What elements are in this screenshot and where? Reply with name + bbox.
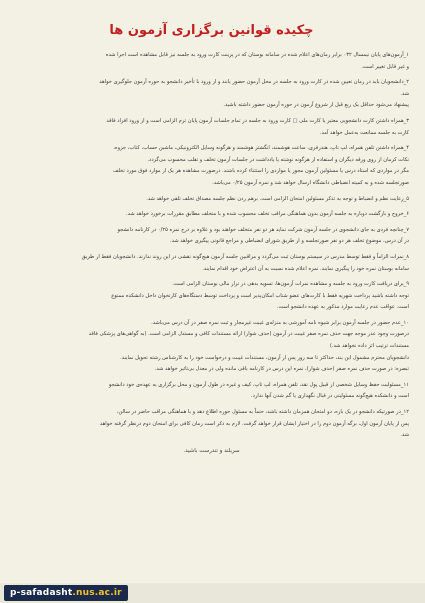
- document-line: پس از پایان آزمون اول، برگه آزمون دوم را در اختیار ایشان قرار خواهد گرفت. لازم به ذکر است زمان کافی برای امتحان دوم درنظر گرفته خواهد: [99, 420, 409, 427]
- signature-line: سربلند و تندرست باشید.: [183, 447, 240, 454]
- document-line: توجه داشته باشید پرداخت شهریه فقط با کارت‌های عضو شتاب امکان‌پذیر است و پرداخت توسط دستگاه‌های کارتخوان داخل دانشکده ممنوع: [111, 292, 409, 299]
- watermark-domain: .nus.ac.ir: [72, 588, 122, 598]
- document-line: شد.: [400, 432, 409, 439]
- document-line: ۹_برای دریافت کارت ورود به جلسه و مشاهده نمرات آزمون‌ها، تسویه بدهی در تراز مالی بوستان الزامی است.: [172, 281, 409, 288]
- document-line: شد.: [400, 90, 409, 97]
- document-body: [14, 50, 409, 442]
- document-line: ۱_آزمون‌های پایان نیمسال ۰۳۲ برابر زمان‌های اعلام شده در سامانه بوستان که در پرینت کارت ورود به جلسه نیز قابل مشاهده است اجرا شده: [105, 52, 409, 58]
- document-line: مگر در مواردی که استاد درس یا مسئولین آزمون مجوز یا مواردی را استثناء کرده باشند. درصورت مشاهده هر یک از موارد فوق مورد تخلف: [113, 168, 409, 175]
- site-watermark: [4, 585, 128, 601]
- document-line: است و دانشکده هیچ‌گونه مسئولیتی در قبال نگهداری یا گم شدن آنها ندارد.: [251, 393, 409, 400]
- document-line: ۷_چنانچه فردی به جای دانشجوی در جلسه آزمون شرکت نماید هر دو نفر متخلف خواهند بود و علاوه بر درج نمره ۰/۲۵ در کارنامه دانشجو: [117, 226, 409, 233]
- document-line: ۱۰_عدم حضور در جلسه آزمون برابر شیوه نامه آموزشی به منزله‌ی غیبت غیرمجاز و ثبت نمره صفر در آن درس می‌باشد.: [151, 319, 409, 326]
- document-line: تبصره: در صورت حذف نمره صفر (حذف شوار)، نمره این درس در کارنامه باقی مانده ولی در معدل بی‌تاثیر خواهد شد.: [154, 366, 409, 373]
- document-line: ۸_نمرات الزاماً و فقط توسط مدرس در سیستم بوستان ثبت می‌گردد و مراقبین جلسه آزمون هیچ‌گونه نقشی در این روند ندارند. دانشجویان فقط از طریق: [81, 253, 409, 260]
- document-line: درصورت وجود عذر موجه جهت حذف نمره صفر غیبت در آزمون (حذف شوار) ارائه مستندات کافی و مستدل الزامی است. (به گواهی‌های پزشکی فاقد: [88, 331, 409, 338]
- document-line: در آن درس، موضوع تخلف هر دو نفر صورتجلسه و از طریق شورای انضباطی و مراجع قانونی پیگیری خواهد شد.: [169, 238, 409, 245]
- document-line: ۲_دانشجویان باید در زمان تعیین شده در کارت ورود به جلسه در محل آزمون حضور یابند و از ورود با تأخیر دانشجو به حوزه آزمون جلوگیری خواهد: [99, 79, 409, 86]
- document-line: و غیر قابل تغییر است.: [361, 63, 409, 70]
- document-line: ۶_خروج و بازگشت دوباره به جلسه آزمون بدون هماهنگی مراقب تخلف محسوب شده و با متخلف مطابق مقررات برخورد خواهد شد.: [126, 211, 409, 218]
- document-line: نکات کرمان از روی ورقه دیگران و استفاده از هرگونه نوشته یا یادداشت در جلسات آزمون تخلف و تقلب محسوب می‌گردد.: [147, 156, 409, 163]
- watermark-brand: p-safadasht: [10, 588, 73, 598]
- document-line: سامانه بوستان نمره خود را پیگیری نمایند. نمره اعلام شده نسبت به آن اعتراض خود اقدام نمایند.: [202, 265, 409, 272]
- document-line: ۴_همراه داشتن تلفن همراه، لپ تاپ، هندزفری، ساعت هوشمند، انگشتر هوشمند و هرگونه وسایل الکترونیکی، ماشین حساب، کتاب، جزوه،: [113, 145, 409, 152]
- document-line: ۳_همراه داشتن کارت دانشجویی معتبر یا کارت ملی □ کارت ورود به جلسه در تمام جلسات آزمون پایان ترم الزامی است و از ورود افراد فاقد: [106, 117, 409, 124]
- document-line: ۱۱_مسئولیت حفظ وسایل شخصی از قبیل پول نقد، تلفن همراه، لپ تاپ، کیف و غیره در طول آزمون و محل برگزاری به عهده‌ی خود دانشجو: [108, 381, 409, 388]
- document-line: مستندات ترتیب اثر داده نخواهد شد.): [329, 343, 409, 350]
- document-title: چکیده قوانین برگزاری آزمون ها: [109, 23, 314, 38]
- document-line: صورتجلسه شده و به کمیته انضباطی دانشگاه ارسال خواهد شد و نمره آزمون ۰/۲۵ می‌باشد.: [212, 179, 409, 186]
- document-line: ۵_رعایت نظم و انضباط و توجه به تذکر مسئولین امتحان الزامی است. برهم زدن نظم جلسه مصداق تخلف تلقی خواهد شد.: [146, 195, 409, 202]
- footer-strip: [0, 583, 425, 603]
- document-line: است. عواقب عدم رعایت موارد مذکور به عهده دانشجو است.: [276, 304, 409, 311]
- document-line: دانشجویان محترم مشمول این بند، حداکثر تا سه روز پس از آزمون، مستندات غیبت و درخواست خود را به کارشناس رشته تحویل نمایند.: [120, 354, 409, 361]
- document-line: پیشنهاد می‌شود حداقل یک ربع قبل از شروع آزمون در حوزه آزمون حضور داشته باشید.: [223, 102, 409, 109]
- document-line: کارت به جلسه ممانعت به‌عمل خواهد آمد.: [319, 129, 409, 136]
- document-line: ۱۲_در صورتیکه دانشجو در یک بازه، دو امتحان همزمان داشته باشد، حتماً به مسئول حوزه اطلاع دهد و با هماهنگی مراقب حاضر در سالن،: [116, 409, 409, 416]
